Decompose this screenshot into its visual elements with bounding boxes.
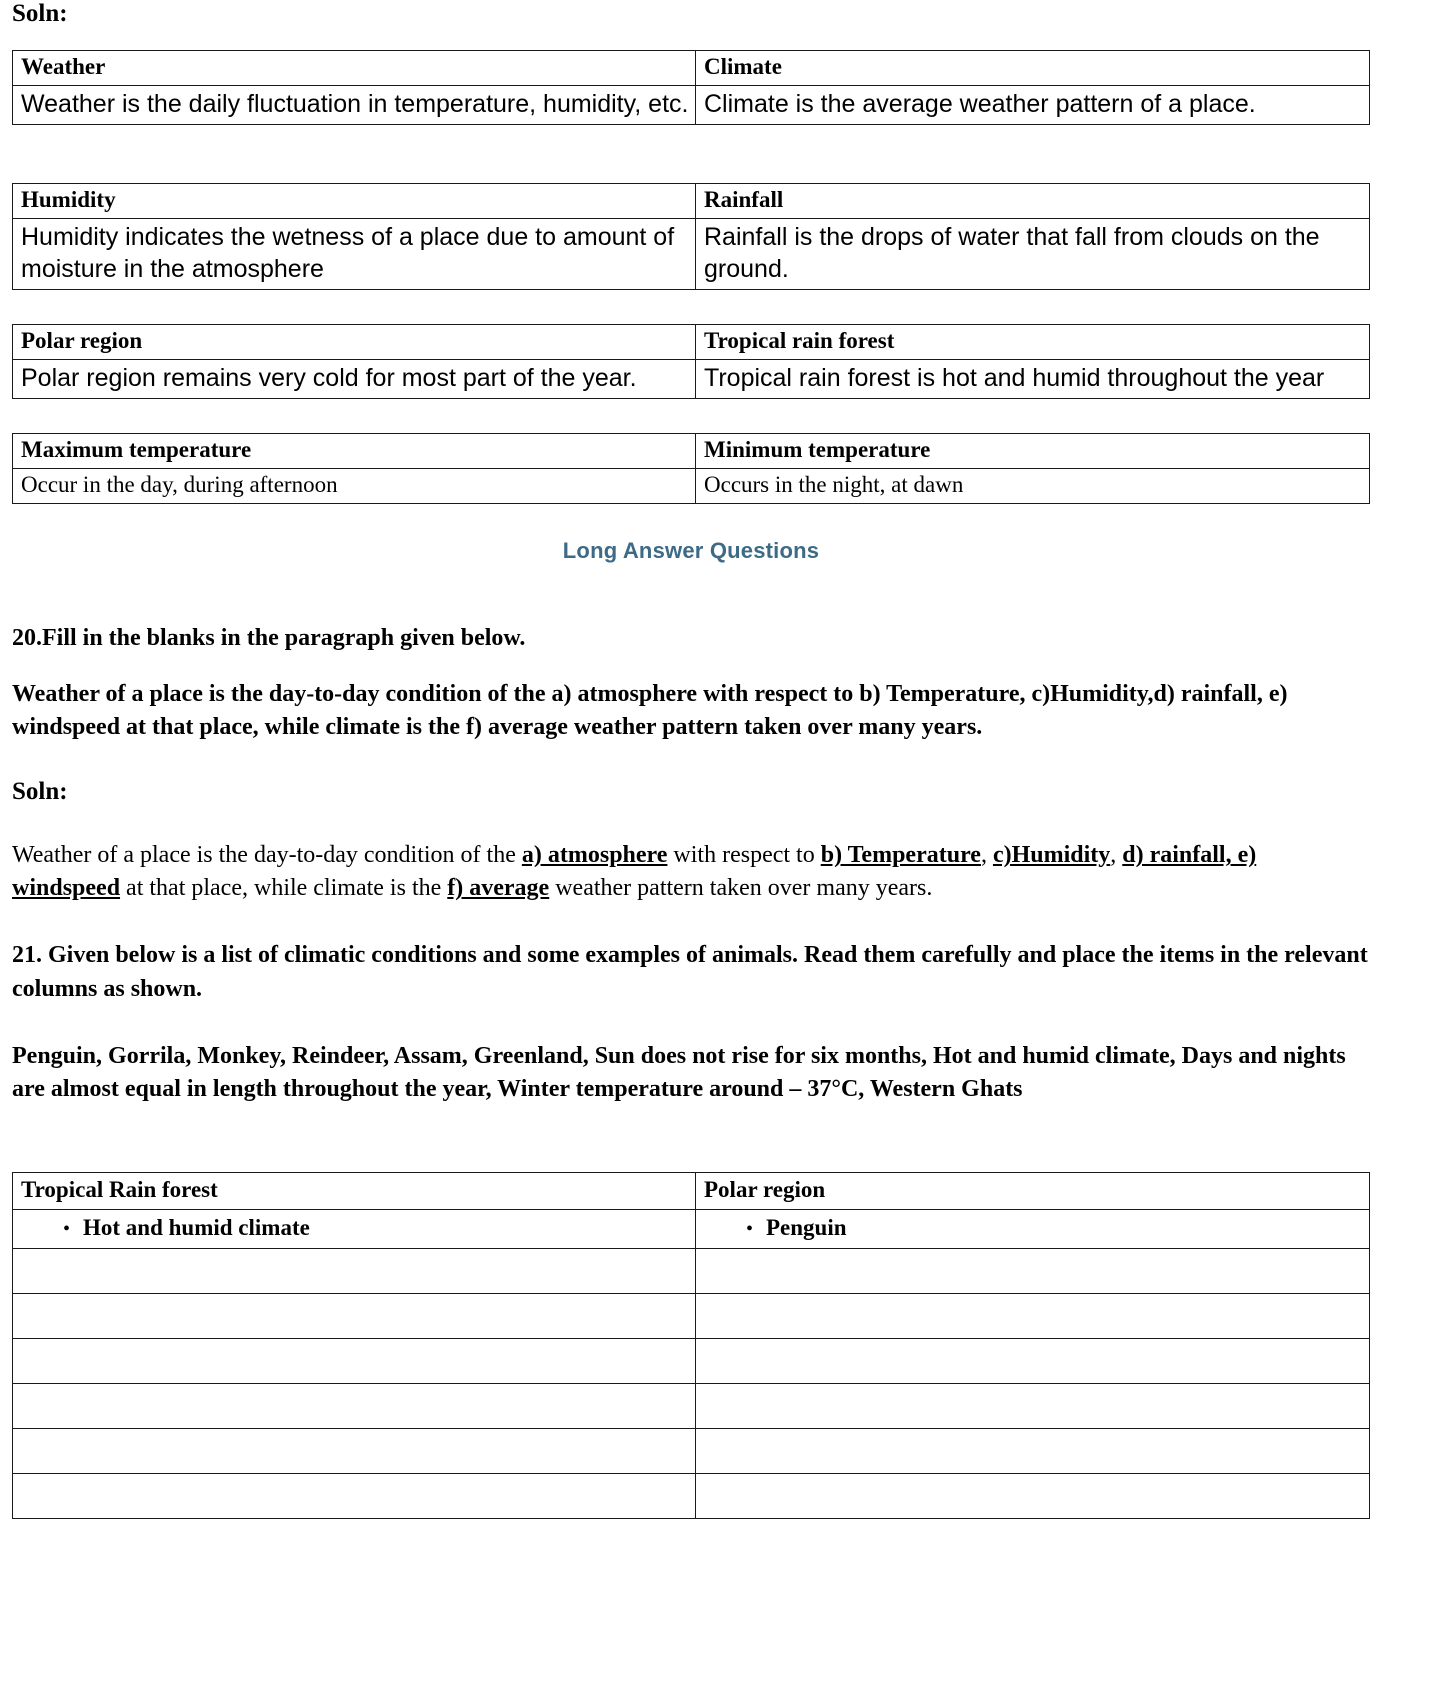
table-row — [13, 1209, 1370, 1248]
answer-blank-a: a) atmosphere — [521, 842, 668, 869]
bullet-icon: • — [63, 1217, 71, 1240]
table-row — [13, 359, 1370, 398]
spacer — [12, 399, 1370, 433]
maximum-temperature-value: Occur in the day, during afternoon — [13, 468, 696, 504]
answer-blank-d-e: d) rainfall, e) windspeed — [12, 842, 1257, 902]
question-20-prompt: 20.Fill in the blanks in the paragraph given below. — [12, 625, 526, 652]
question-21-prompt: 21. Given below is a list of climatic conditions and some examples of animals. Read them carefully and place the items in the relevant columns as shown. — [12, 942, 1368, 1002]
answer-text-segment: Weather of a place is the day-to-day condition of the — [12, 842, 522, 869]
tropical-rain-forest-cell-empty[interactable] — [13, 1383, 696, 1428]
soln-label-top: Soln: — [12, 0, 68, 27]
table-row-header — [13, 433, 1370, 468]
polar-region-cell-empty[interactable] — [696, 1293, 1370, 1338]
table-row — [13, 468, 1370, 504]
polar-region-cell-empty[interactable] — [696, 1428, 1370, 1473]
table-row — [13, 218, 1370, 289]
table-humidity-rainfall — [12, 183, 1370, 290]
polar-region-cell-empty[interactable] — [696, 1338, 1370, 1383]
table-row-empty — [13, 1338, 1370, 1383]
weather-definition: Weather is the daily fluctuation in temperature, humidity, etc. — [13, 85, 696, 124]
table-row-empty — [13, 1428, 1370, 1473]
spacer — [12, 656, 1370, 678]
climate-header: Climate — [696, 50, 1370, 85]
section-heading-long-answer-questions: Long Answer Questions — [562, 538, 820, 564]
table-row-header — [13, 1172, 1370, 1209]
spacer — [12, 290, 1370, 324]
question-20-paragraph: Weather of a place is the day-to-day condition of the a) atmosphere with respect to b) Temperature, c)Humidity,d) rainfall, e) windspeed at that place, while climate is the f) average weather pattern taken over many years. — [12, 680, 1288, 740]
rainfall-header: Rainfall — [696, 183, 1370, 218]
spacer — [12, 905, 1370, 939]
spacer — [12, 504, 1370, 538]
humidity-header: Humidity — [13, 183, 696, 218]
table-row-empty — [13, 1383, 1370, 1428]
answer-text-segment: , — [1110, 842, 1123, 869]
list-item — [21, 1213, 689, 1243]
table-row-empty — [13, 1473, 1370, 1518]
answer-text-segment: weather pattern taken over many years. — [549, 875, 933, 902]
spacer — [12, 1106, 1370, 1172]
tropical-rain-forest-cell-empty[interactable] — [13, 1338, 696, 1383]
polar-region-cell-empty[interactable] — [696, 1473, 1370, 1518]
spacer — [12, 125, 1370, 183]
answer-text-segment: , — [980, 842, 993, 869]
rainfall-definition: Rainfall is the drops of water that fall from clouds on the ground. — [696, 218, 1370, 289]
tropical-rain-forest-header: Tropical rain forest — [696, 324, 1370, 359]
weather-header: Weather — [13, 50, 696, 85]
table-weather-climate — [12, 50, 1370, 125]
table-row-header — [13, 324, 1370, 359]
polar-region-cell-empty[interactable] — [696, 1383, 1370, 1428]
polar-region-header: Polar region — [13, 324, 696, 359]
polar-region-cell-empty[interactable] — [696, 1248, 1370, 1293]
list-item — [704, 1213, 1363, 1243]
table-row-empty — [13, 1248, 1370, 1293]
table-row — [13, 85, 1370, 124]
polar-region-definition: Polar region remains very cold for most part of the year. — [13, 359, 696, 398]
tropical-rain-forest-cell-empty[interactable] — [13, 1473, 696, 1518]
tropical-rain-forest-definition: Tropical rain forest is hot and humid throughout the year — [696, 359, 1370, 398]
tropical-rain-forest-cell[interactable] — [13, 1209, 696, 1248]
table-row-empty — [13, 1293, 1370, 1338]
spacer — [12, 805, 1370, 839]
question-21-items: Penguin, Gorrila, Monkey, Reindeer, Assam, Greenland, Sun does not rise for six months, Hot and humid climate, Days and nights are almost equal in length throughout the year, Winter temperature around – 37°C, Western Ghats — [12, 1042, 1346, 1102]
table-row-header — [13, 183, 1370, 218]
tropical-rain-forest-cell-empty[interactable] — [13, 1428, 696, 1473]
polar-region-column-header: Polar region — [696, 1172, 1370, 1209]
question-20-answer — [12, 839, 1370, 905]
answer-text-segment: with respect to — [667, 842, 821, 869]
minimum-temperature-value: Occurs in the night, at dawn — [696, 468, 1370, 504]
polar-region-cell[interactable] — [696, 1209, 1370, 1248]
maximum-temperature-header: Maximum temperature — [13, 433, 696, 468]
answer-text-segment: at that place, while climate is the — [120, 875, 448, 902]
empty-rows-container — [13, 1248, 1370, 1518]
table-row-header — [13, 50, 1370, 85]
answer-blank-b: b) Temperature — [820, 842, 981, 869]
tropical-rain-forest-cell-empty[interactable] — [13, 1293, 696, 1338]
answer-blank-f: f) average — [447, 875, 550, 902]
spacer — [12, 744, 1370, 778]
bullet-icon: • — [746, 1217, 754, 1240]
spacer — [12, 564, 1370, 622]
answer-blank-c: c)Humidity — [992, 842, 1111, 869]
table-polar-tropical — [12, 324, 1370, 399]
humidity-definition: Humidity indicates the wetness of a place due to amount of moisture in the atmosphere — [13, 218, 696, 289]
table-max-min-temperature — [12, 433, 1370, 505]
climate-definition: Climate is the average weather pattern of a place. — [696, 85, 1370, 124]
minimum-temperature-header: Minimum temperature — [696, 433, 1370, 468]
tropical-rain-forest-column-header: Tropical Rain forest — [13, 1172, 696, 1209]
table-classification — [12, 1172, 1370, 1519]
spacer — [12, 1006, 1370, 1040]
soln-label-question-20: Soln: — [12, 777, 68, 805]
list-item-label: Hot and humid climate — [83, 1214, 310, 1240]
list-item-label: Penguin — [766, 1214, 847, 1240]
tropical-rain-forest-cell-empty[interactable] — [13, 1248, 696, 1293]
